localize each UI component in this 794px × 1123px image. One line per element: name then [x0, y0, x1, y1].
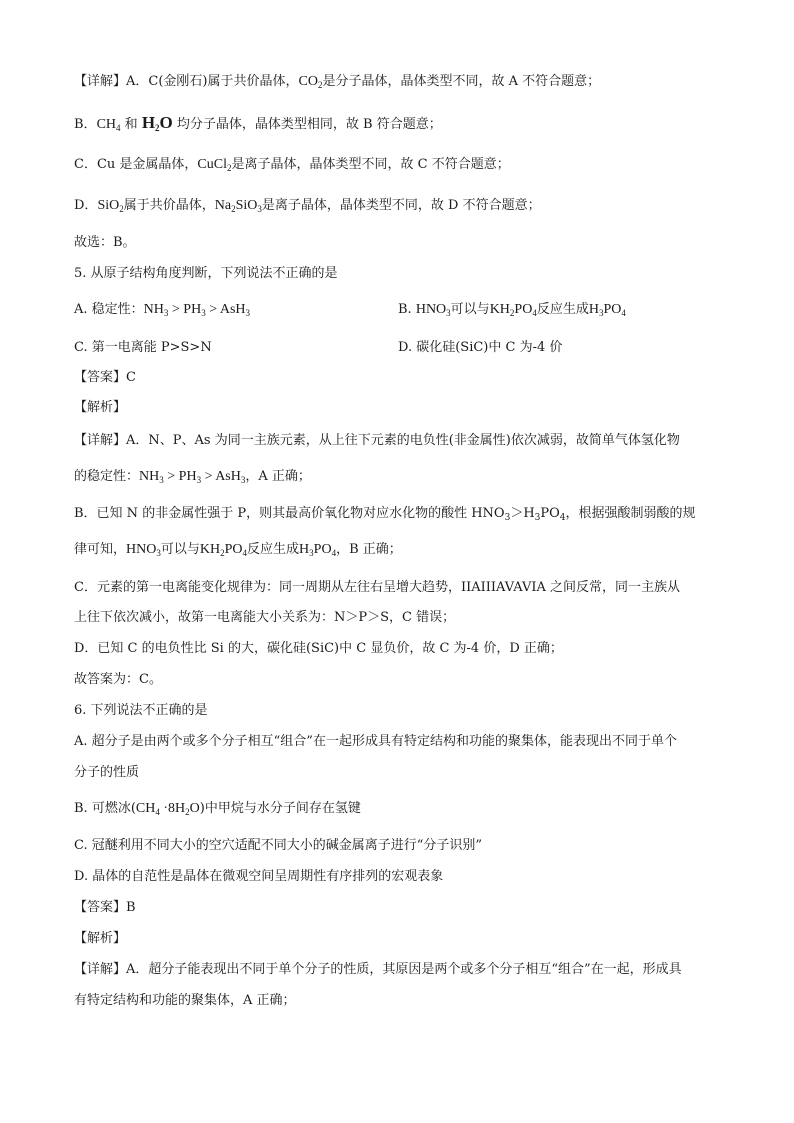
formula-cucl2: CuCl$_2$	[197, 157, 232, 173]
option-5d: D. 碳化硅(SiC)中 C 为-4 价	[398, 340, 563, 355]
answer-6: 【答案】B	[74, 900, 136, 915]
analysis-6-line-1: 【详解】A．超分子能表现出不同于单个分子的性质，其原因是两个或多个分子相互“组合”在一起，形成具	[74, 962, 682, 977]
formula-na2sio3: $Na_2SiO_3$	[214, 198, 262, 214]
question-5: 5. 从原子结构角度判断，下列说法不正确的是	[74, 266, 338, 281]
formula-co2: $CO_2$	[298, 74, 323, 90]
conclusion-4: 故选：B。	[74, 235, 136, 250]
analysis-5-line-4: 律可知，$HNO_3$可以与$KH_2PO_4$反应生成$H_3PO_4$，B 正确；	[74, 542, 402, 558]
explain-line-c: C．Cu 是金属晶体，CuCl$_2$是离子晶体，晶体类型不同，故 C 不符合题意；	[74, 157, 510, 173]
option-6d: D. 晶体的自范性是晶体在微观空间呈周期性有序排列的宏观表象	[74, 869, 444, 884]
option-5c: C. 第一电离能 P>S>N	[74, 340, 212, 355]
question-6: 6. 下列说法不正确的是	[74, 703, 208, 718]
analysis-5-line-6: 上往下依次减小，故第一电离能大小关系为：N＞P＞S，C 错误；	[74, 610, 456, 625]
analysis-6-header: 【解析】	[74, 931, 127, 946]
formula-h2o: $H_2O$	[141, 113, 173, 133]
option-6b: B. 可燃冰$(CH_4 \cdot 8H_2O)$中甲烷与水分子间存在氢键	[74, 801, 361, 817]
analysis-5-line-3: B．已知 N 的非金属性强于 P，则其最高价氧化物对应水化物的酸性 $HNO_3>H_3PO_4$，根据强酸制弱酸的规	[74, 506, 696, 523]
option-5a: A. 稳定性：$NH_3 > PH_3 > AsH_3$	[74, 302, 250, 318]
option-6a-line-2: 分子的性质	[74, 765, 140, 780]
formula-sio2: SiO$_2$	[97, 198, 124, 214]
analysis-5-line-1: 【详解】A．N、P、As 为同一主族元素，从上往下元素的电负性(非金属性)依次减弱，故简单气体氢化物	[74, 433, 680, 448]
option-5b: B. $HNO_3$可以与$KH_2PO_4$反应生成$H_3PO_4$	[398, 302, 626, 318]
option-6a-line-1: A. 超分子是由两个或多个分子相互“组合”在一起形成具有特定结构和功能的聚集体，能表现出不同于单个	[74, 734, 677, 749]
formula-ch4: $CH_4$	[96, 117, 121, 133]
analysis-5-line-2: 的稳定性：$NH_3 > PH_3 > AsH_3$，A 正确；	[74, 469, 311, 485]
analysis-5-line-8: 故答案为：C。	[74, 672, 162, 687]
analysis-6-line-2: 有特定结构和功能的聚集体，A 正确；	[74, 993, 296, 1008]
analysis-5-line-5: C．元素的第一电离能变化规律为：同一周期从左往右呈增大趋势，IIAIIIAVAVIA 之间反常，同一主族从	[74, 580, 681, 595]
analysis-5-header: 【解析】	[74, 400, 127, 415]
explain-line-b: B．$CH_4$ 和 $H_2O$ 均分子晶体，晶体类型相同，故 B 符合题意；	[74, 113, 442, 133]
explain-line-a: 【详解】A．C(金刚石)属于共价晶体，$CO_2$是分子晶体，晶体类型不同，故 A 不符合题意；	[74, 74, 601, 90]
formula-methane-hydrate: $CH_4 \cdot 8H_2O$	[135, 801, 200, 817]
option-6c: C. 冠醚利用不同大小的空穴适配不同大小的碱金属离子进行“分子识别”	[74, 838, 483, 853]
analysis-5-line-7: D．已知 C 的电负性比 Si 的大，碳化硅(SiC)中 C 显负价，故 C 为-4 价，D 正确；	[74, 641, 563, 656]
answer-5: 【答案】C	[74, 370, 136, 385]
explain-line-d: D．SiO$_2$属于共价晶体，$Na_2SiO_3$是离子晶体，晶体类型不同，故 D 不符合题意；	[74, 198, 541, 214]
